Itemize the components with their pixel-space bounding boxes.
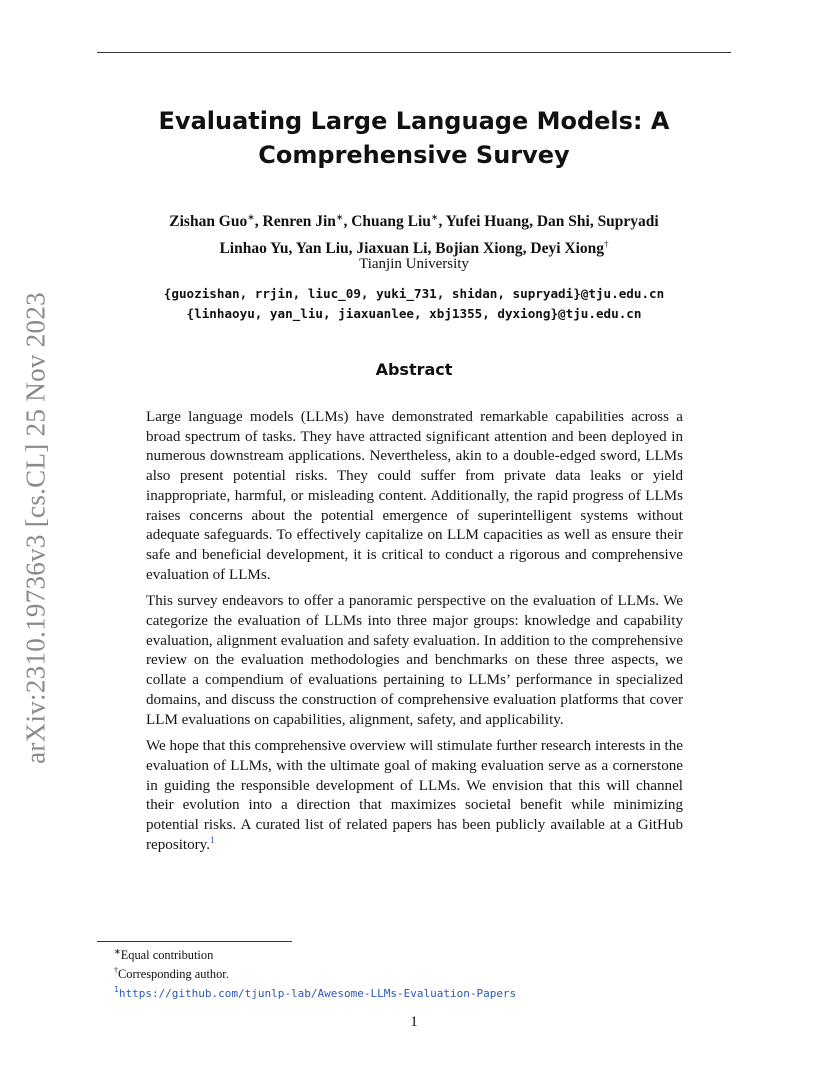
author-name: Zishan Guo [169,213,248,231]
abstract-paragraph-3 [146,737,683,855]
footnote-mark: 1 [114,985,119,995]
author-name: Supryadi [597,213,659,231]
author-name: Yufei Huang [445,213,530,231]
abstract-body [146,408,683,862]
corresponding-mark: † [604,239,609,250]
email-line-1: {guozishan, rrjin, liuc_09, yuki_731, shidan, supryadi}@tju.edu.cn [163,286,665,301]
footnote-github-url [114,982,516,1002]
paper-title [120,104,708,172]
footnote-text: Equal contribution [120,948,214,963]
footnote-reference-link[interactable]: 1 [210,835,215,846]
author-names: Linhao Yu, Yan Liu, Jiaxuan Li, Bojian Xiong, Deyi Xiong [219,240,605,258]
affiliation: Tianjin University [359,256,469,272]
footnote-text: Corresponding author. [118,967,229,982]
title-line-1: Evaluating Large Language Models: A [158,107,670,135]
author-mark: ∗ [430,212,439,222]
email-block [100,284,728,324]
github-repository-link[interactable]: https://github.com/tjunlp-lab/Awesome-LLMs-Evaluation-Papers [118,987,517,1001]
author-name: Renren Jin [262,213,336,231]
email-line-2: {linhaoyu, yan_liu, jiaxuanlee, xbj1355, dyxiong}@tju.edu.cn [186,306,642,321]
title-line-2: Comprehensive Survey [258,141,570,169]
page-number: 1 [410,1014,418,1030]
author-line-1: Zishan Guo∗, Renren Jin∗, Chuang Liu∗, Yufei Huang, Dan Shi, Supryadi [169,212,659,231]
abstract-paragraph-2: This survey endeavors to offer a panoramic perspective on the evaluation of LLMs. We categorize the evaluation of LLMs into three major groups: knowledge and capability evaluation, alignment evaluation and safety evaluation. In addition to the comprehensive review on the evaluation methodologies and benchmarks on these three aspects, we collate a compendium of evaluations pertaining to LLMs’ performance in specialized domains, and discuss the construction of comprehensive evaluation platforms that cover LLM evaluations on capabilities, alignment, safety, and applicability. [146,593,683,728]
footnote-mark: ∗ [114,947,121,956]
abstract-paragraph-1: Large language models (LLMs) have demonstrated remarkable capabilities across a broad spectrum of tasks. They have attracted significant attention and been deployed in numerous downstream applications. Nevertheless, akin to a double-edged sword, LLMs also present potential risks. They could suffer from private data leaks or yield inappropriate, harmful, or misleading content. Additionally, the rapid progress of LLMs raises concerns about the potential emergence of superintelligent systems without adequate safeguards. To effectively capitalize on LLM capacities as well as ensure their safe and beneficial development, it is critical to conduct a rigorous and comprehensive evaluation of LLMs. [146,409,683,583]
footnote-corresponding-author [114,963,516,982]
author-list [100,206,728,260]
footnotes [114,944,516,1002]
arxiv-identifier-stamp: arXiv:2310.19736v3 [cs.CL] 25 Nov 2023 [20,292,51,764]
footnote-mark: † [114,966,118,976]
author-mark: ∗ [335,212,344,222]
abstract-heading: Abstract [375,360,453,379]
author-name: Dan Shi [536,213,590,231]
footnote-rule [97,941,292,942]
author-mark: ∗ [247,212,255,222]
abstract-paragraph-3-text: We hope that this comprehensive overview will stimulate further research interests in the evaluation of LLMs, with the ultimate goal of making evaluation serve as a cornerstone in guiding the responsible development of LLMs. We envision that this will channel their evolution into a direction that maximizes societal benefit while minimizing potential risks. A curated list of related papers has been publicly available at a GitHub repository. [146,738,683,853]
footnote-equal-contribution [114,944,516,963]
author-name: Chuang Liu [351,213,431,231]
header-rule [97,52,731,53]
